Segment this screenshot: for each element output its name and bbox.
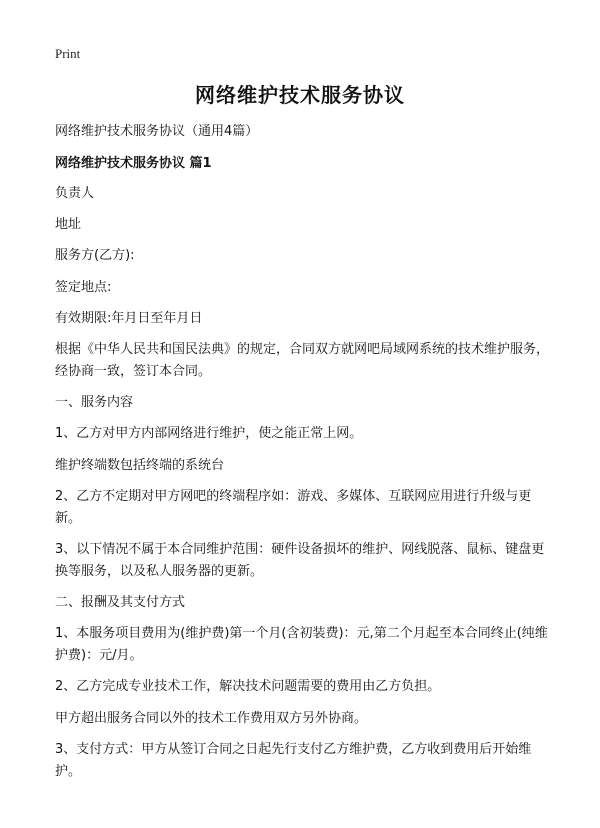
document-title: 网络维护技术服务协议 xyxy=(195,83,405,107)
paragraph: 3、以下情况不属于本合同维护范围：硬件设备损坏的维护、网线脱落、鼠标、键盘更换等服务，以及私人服务器的更新。 xyxy=(55,541,545,579)
paragraph: 1、本服务项目费用为(维护费)第一个月(含初装费)：元,第二个月起至本合同终止(纯维护费)：元/月。 xyxy=(55,626,548,664)
paragraph: 维护终端数包括终端的系统台 xyxy=(55,457,225,473)
paragraph: 有效期限:年月日至年月日 xyxy=(55,310,203,326)
paragraph: 地址 xyxy=(55,217,82,233)
paragraph: 根据《中华人民共和国民法典》的规定，合同双方就网吧局域网系统的技术维护服务，经协商一致，签订本合同。 xyxy=(55,341,550,379)
paragraph: 2、乙方不定期对甲方网吧的终端程序如：游戏、多媒体、互联网应用进行升级与更新。 xyxy=(55,488,532,526)
paragraph: 负责人 xyxy=(55,186,95,201)
paragraph: 3、支付方式：甲方从签订合同之日起先行支付乙方维护费，乙方收到费用后开始维护。 xyxy=(55,741,532,779)
print-label: Print xyxy=(55,46,81,61)
paragraph: 1、乙方对甲方内部网络进行维护，使之能正常上网。 xyxy=(55,426,363,442)
paragraph: 服务方(乙方): xyxy=(55,248,135,264)
paragraph: 2、乙方完成专业技术工作，解决技术问题需要的费用由乙方负担。 xyxy=(55,679,441,695)
paragraph: 甲方超出服务合同以外的技术工作费用双方另外协商。 xyxy=(55,710,368,726)
paragraph: 签定地点: xyxy=(55,279,112,295)
document-body xyxy=(55,183,555,792)
section-heading: 网络维护技术服务协议 篇1 xyxy=(55,156,212,171)
document-subtitle: 网络维护技术服务协议（通用4篇） xyxy=(55,124,259,139)
paragraph: 二、报酬及其支付方式 xyxy=(55,595,186,611)
paragraph: 一、服务内容 xyxy=(55,395,134,411)
